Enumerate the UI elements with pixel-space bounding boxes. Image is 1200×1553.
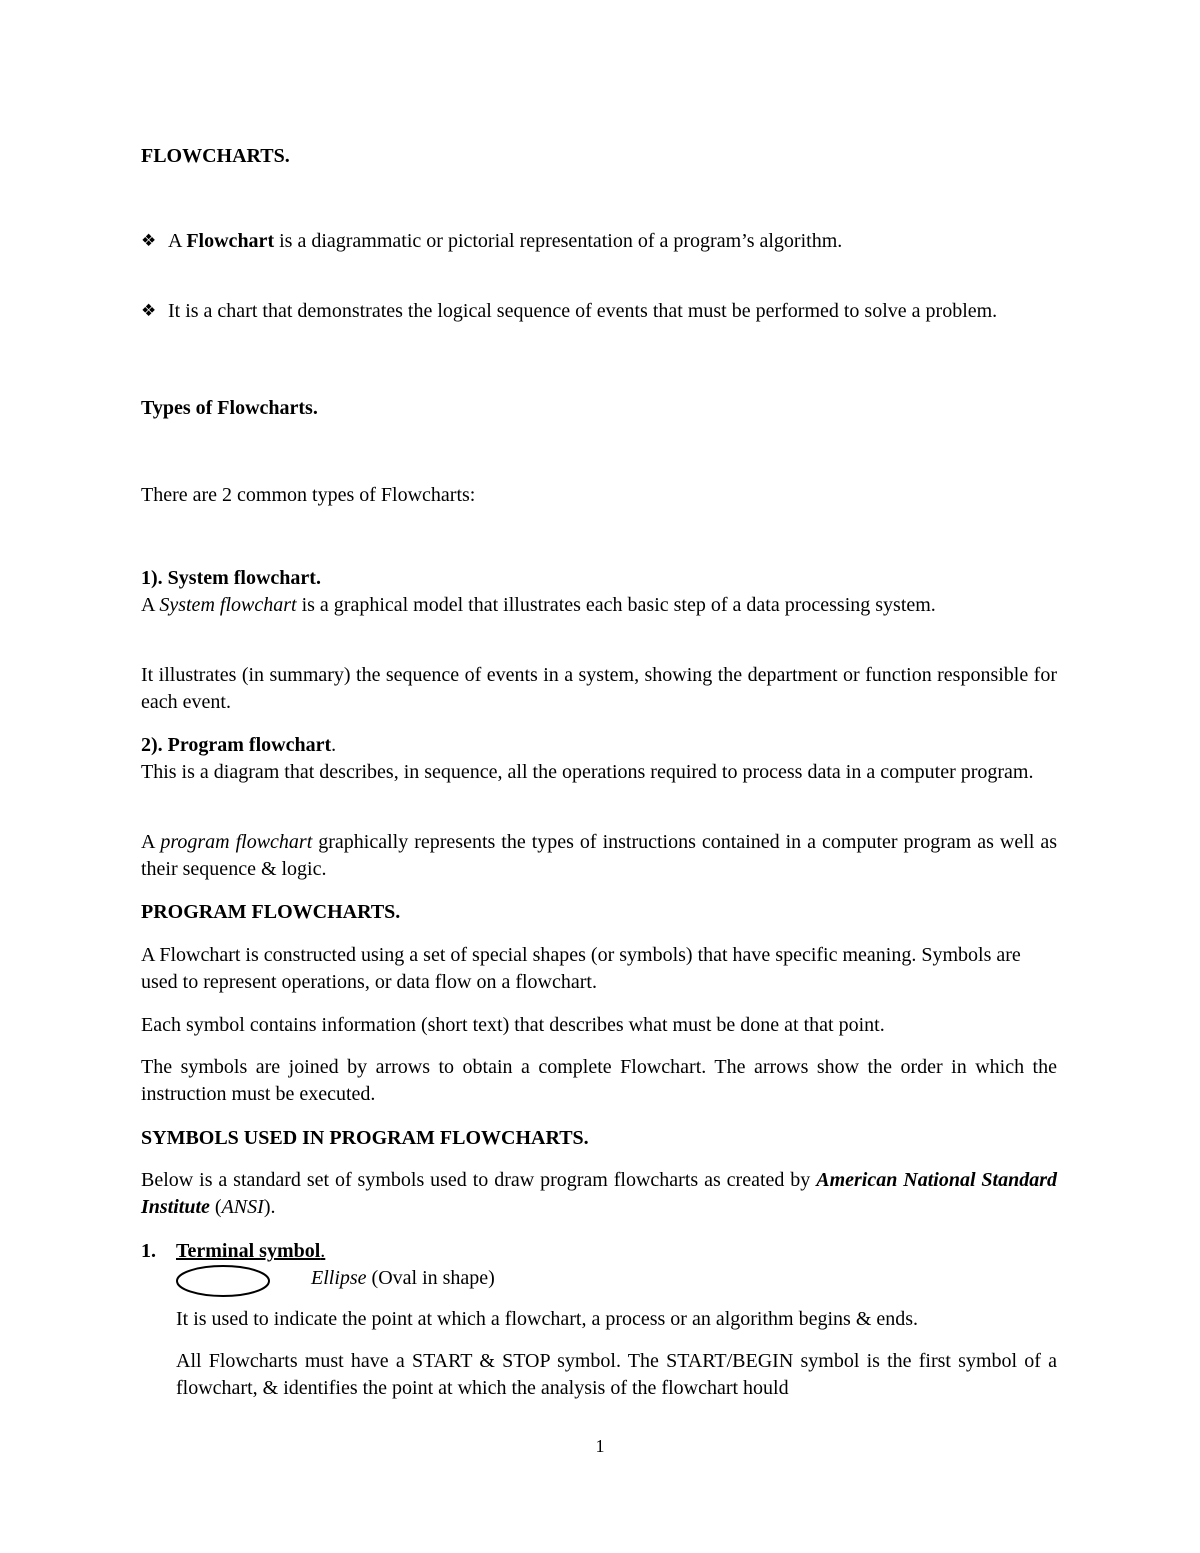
heading-system-flowchart: 1). System flowchart. [141,567,321,589]
program-flowchart-definition: This is a diagram that describes, in sequence, all the operations required to process data in a computer program. [141,761,1034,783]
page-title: FLOWCHARTS. [141,145,290,167]
page-number: 1 [595,1436,605,1456]
ellipse-caption: Ellipse (Oval in shape) [311,1267,495,1289]
program-flowchart-detail: A program flowchart graphically represents the types of instructions contained in a computer program as well as their sequence & logic. [141,831,1058,880]
diamond-bullet-icon: ❖ [141,231,157,251]
terminal-ellipse-icon [174,1262,274,1300]
terminal-symbol-para-1: It is used to indicate the point at which a flowchart, a process or an algorithm begins & ends. [176,1308,919,1330]
term-flowchart: Flowchart [186,230,275,252]
section-heading-symbols: SYMBOLS USED IN PROGRAM FLOWCHARTS. [141,1127,589,1149]
terminal-symbol-para-2: All Flowcharts must have a START & STOP symbol. The START/BEGIN symbol is the first symbol of a flowchart, & identifies the point at which the analysis of the flowchart hould [176,1350,1057,1399]
bullet-item: ❖ It is a chart that demonstrates the logical sequence of events that must be performed to solve a problem. [141,298,1057,325]
heading-program-flowchart: 2). Program flowchart. [141,734,337,756]
terminal-symbol-heading: 1. Terminal symbol. [141,1240,326,1262]
program-flowcharts-para-3: The symbols are joined by arrows to obtain a complete Flowchart. The arrows show the order in which the instruction must be executed. [141,1056,1057,1105]
program-flowcharts-para-2: Each symbol contains information (short text) that describes what must be done at that point. [141,1014,885,1036]
bullet-item: ❖ A Flowchart is a diagrammatic or pictorial representation of a program’s algorithm. [141,228,1057,255]
section-heading-program-flowcharts: PROGRAM FLOWCHARTS. [141,901,401,923]
system-flowchart-detail: It illustrates (in summary) the sequence of events in a system, showing the department or function responsible for each event. [141,664,1057,713]
system-flowchart-definition: A System flowchart is a graphical model that illustrates each basic step of a data processing system. [141,594,936,616]
symbols-intro: Below is a standard set of symbols used to draw program flowcharts as created by American National Standard Institute (ANSI). [141,1169,1058,1218]
section-heading-types: Types of Flowcharts. [141,397,318,419]
program-flowcharts-para-1: A Flowchart is constructed using a set of special shapes (or symbols) that have specific meaning. Symbols are used to represent operations, or data flow on a flowchart. [141,944,1021,993]
diamond-bullet-icon: ❖ [141,301,157,321]
types-intro: There are 2 common types of Flowcharts: [141,484,476,506]
